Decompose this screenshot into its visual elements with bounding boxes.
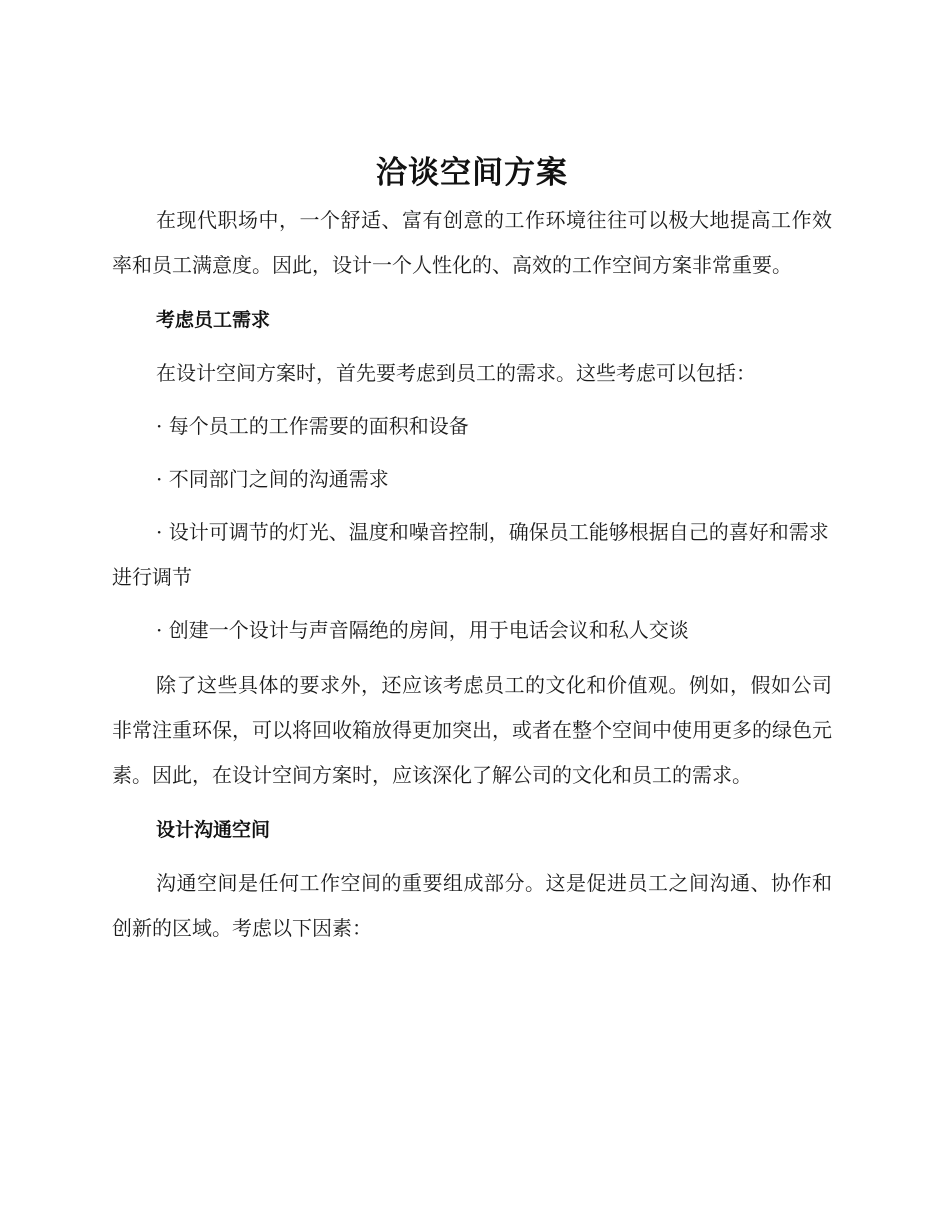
section-heading-employee-needs: 考虑员工需求 xyxy=(156,309,271,331)
section1-lead-paragraph: 在设计空间方案时，首先要考虑到员工的需求。这些考虑可以包括： xyxy=(156,361,756,385)
document-page xyxy=(112,150,832,951)
list-item: · 设计可调节的灯光、温度和噪音控制，确保员工能够根据自己的喜好和需求进行调节 xyxy=(112,520,829,589)
list-item: · 每个员工的工作需要的面积和设备 xyxy=(156,414,469,438)
section1-closing-paragraph: 除了这些具体的要求外，还应该考虑员工的文化和价值观。例如，假如公司非常注重环保，可以将回收箱放得更加突出，或者在整个空间中使用更多的绿色元素。因此，在设计空间方案时，应该深化了解公司的文化和员工的需求。 xyxy=(112,673,832,787)
document-title: 洽谈空间方案 xyxy=(376,155,568,191)
list-item: · 不同部门之间的沟通需求 xyxy=(156,467,389,491)
intro-paragraph: 在现代职场中，一个舒适、富有创意的工作环境往往可以极大地提高工作效率和员工满意度。因此，设计一个人性化的、高效的工作空间方案非常重要。 xyxy=(112,208,832,277)
section-heading-communication-space: 设计沟通空间 xyxy=(156,819,271,841)
section2-lead-paragraph: 沟通空间是任何工作空间的重要组成部分。这是促进员工之间沟通、协作和创新的区域。考虑以下因素： xyxy=(112,871,832,940)
list-item: · 创建一个设计与声音隔绝的房间，用于电话会议和私人交谈 xyxy=(156,618,689,642)
